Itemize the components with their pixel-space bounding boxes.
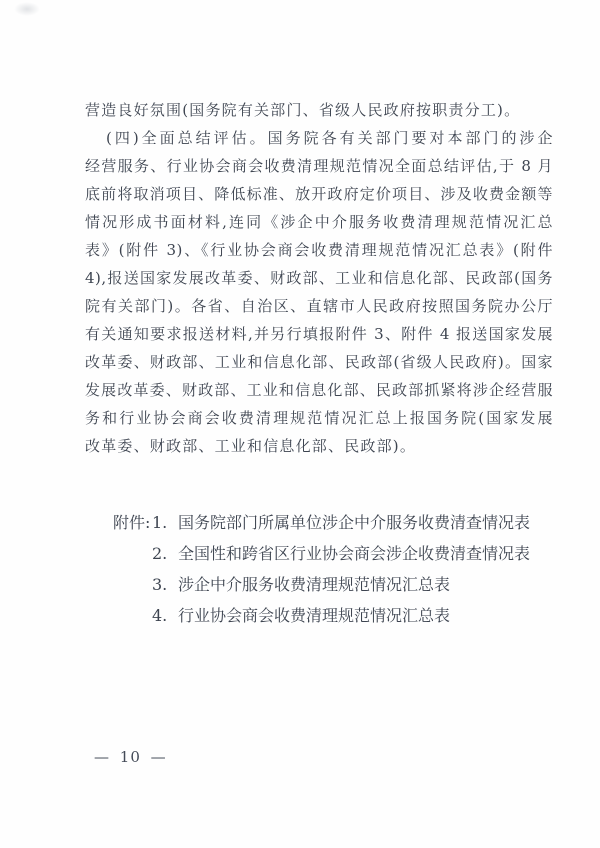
attachment-title: 涉企中介服务收费清理规范情况汇总表 (178, 575, 451, 594)
body-line: 发展改革委、财政部、工业和信息化部、民政部抓紧将涉企经营服 (85, 381, 553, 399)
body-line: 改革委、财政部、工业和信息化部、民政部)。 (85, 437, 417, 455)
footer-dash-left: — (94, 748, 110, 766)
attachment-title: 全国性和跨省区行业协会商会涉企收费清查情况表 (178, 544, 531, 563)
page-number: 10 (119, 748, 141, 766)
body-line: 改革委、财政部、工业和信息化部、民政部(省级人民政府)。国家 (85, 353, 553, 371)
body-line: 经营服务、行业协会商会收费清理规范情况全面总结评估,于 8 月 (85, 157, 553, 175)
body-line: 4),报送国家发展改革委、财政部、工业和信息化部、民政部(国务 (85, 269, 553, 287)
body-line: (四)全面总结评估。国务院各有关部门要对本部门的涉企 (106, 129, 553, 147)
body-line: 务和行业协会商会收费清理规范情况汇总上报国务院(国家发展 (85, 409, 553, 427)
attachment-number: 3. (152, 575, 168, 594)
body-line: 院有关部门)。各省、自治区、直辖市人民政府按照国务院办公厅 (85, 297, 553, 315)
attachments-label: 附件: (113, 513, 151, 532)
document-body (85, 96, 553, 460)
body-line: 情况形成书面材料,连同《涉企中介服务收费清理规范情况汇总 (85, 213, 553, 231)
attachment-number: 2. (152, 544, 168, 563)
body-line: 表》(附件 3)、《行业协会商会收费清理规范情况汇总表》(附件 (85, 241, 553, 259)
page-footer (92, 749, 169, 765)
attachment-number: 1. (152, 513, 168, 532)
attachment-item (113, 507, 553, 538)
attachments-label-spacer (113, 600, 152, 631)
attachment-title: 国务院部门所属单位涉企中介服务收费清查情况表 (178, 513, 531, 532)
attachments-label-spacer (113, 569, 152, 600)
body-line: 底前将取消项目、降低标准、放开政府定价项目、涉及收费金额等 (85, 185, 553, 203)
attachments-list (113, 507, 553, 631)
body-line: 营造良好氛围(国务院有关部门、省级人民政府按职责分工)。 (85, 101, 521, 119)
attachments-label-spacer (113, 538, 152, 569)
attachment-item (113, 600, 553, 631)
body-line: 有关通知要求报送材料,并另行填报附件 3、附件 4 报送国家发展 (85, 325, 553, 343)
footer-dash-right: — (150, 748, 167, 766)
attachment-item (113, 538, 553, 569)
scan-artifact (14, 2, 40, 16)
attachment-title: 行业协会商会收费清理规范情况汇总表 (178, 606, 451, 625)
attachment-number: 4. (152, 606, 168, 625)
attachment-item (113, 569, 553, 600)
